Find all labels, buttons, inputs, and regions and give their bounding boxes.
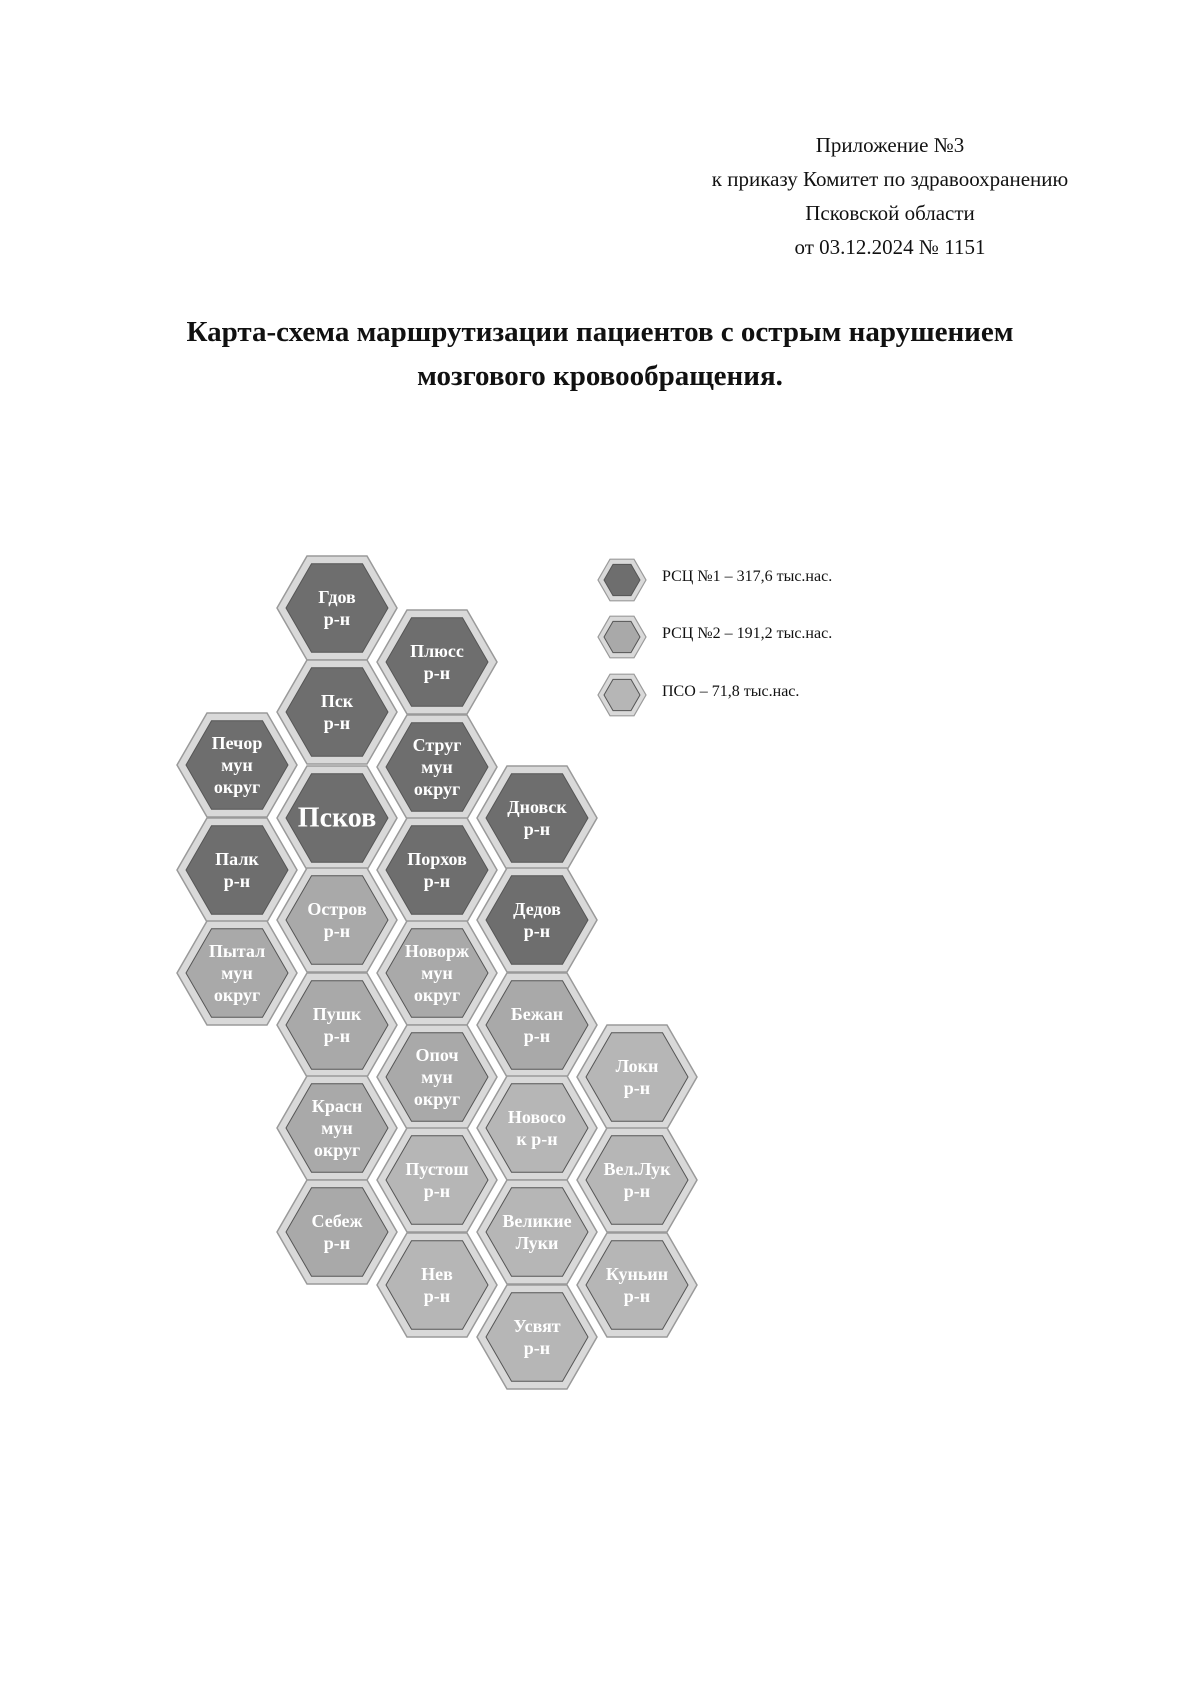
hex-district-23	[477, 1180, 597, 1284]
hex-district-16	[377, 1025, 497, 1129]
hex-district-15	[477, 973, 597, 1077]
hex-district-7	[477, 766, 597, 870]
hex-district-2-label-line-1: Плюсс	[410, 641, 464, 661]
hex-district-18-label-line-1: Красн	[311, 1096, 363, 1116]
hex-district-10-label-line-1: Остров	[307, 899, 367, 919]
hex-district-5-label-line-2: мун	[421, 757, 453, 777]
hex-district-4-label-line-1: Печор	[211, 733, 263, 753]
hex-district-17-label-line-2: р-н	[623, 1078, 651, 1098]
hex-district-16-label-line-2: мун	[421, 1067, 453, 1087]
hex-district-8-label-line-2: р-н	[223, 871, 251, 891]
legend-pso-label: ПСО – 71,8 тыс.нас.	[662, 683, 800, 700]
legend-rsc2-hex-icon	[596, 612, 648, 662]
order-date-number: от 03.12.2024 № 1151	[794, 235, 986, 259]
hex-district-16-label-line-3: округ	[413, 1089, 461, 1109]
hex-district-14-label-line-1: Пушк	[312, 1004, 362, 1024]
appendix-number: Приложение №3	[815, 133, 965, 157]
hex-district-7-label-line-1: Дновск	[507, 797, 567, 817]
hex-district-15-label-line-1: Бежан	[510, 1004, 564, 1024]
hex-district-10	[277, 868, 397, 972]
hex-district-21-label-line-2: р-н	[623, 1181, 651, 1201]
hex-district-18-label-line-2: мун	[321, 1118, 353, 1138]
hex-district-17-label-line-1: Локн	[615, 1056, 659, 1076]
hex-district-11-label-line-1: Дедов	[513, 899, 561, 919]
hex-district-18-label-line-3: округ	[313, 1140, 361, 1160]
region-name: Псковской области	[805, 201, 975, 225]
hex-district-13-label-line-1: Новорж	[404, 941, 470, 961]
hex-district-7-label-line-2: р-н	[523, 819, 551, 839]
title-line-1: Карта-схема маршрутизации пациентов с острым нарушением	[186, 316, 1014, 348]
hex-district-26-label-line-2: р-н	[523, 1338, 551, 1358]
hex-district-8	[177, 818, 297, 922]
legend-item-pso	[596, 670, 926, 720]
hex-district-3	[277, 660, 397, 764]
hex-district-3-label-line-1: Пск	[320, 691, 354, 711]
hex-district-5-label-line-3: округ	[413, 779, 461, 799]
hex-district-16-label-line-1: Опоч	[415, 1045, 459, 1065]
hex-district-1-label-line-1: Гдов	[318, 587, 356, 607]
order-reference: к приказу Комитет по здравоохранению	[711, 167, 1069, 191]
hex-district-21	[577, 1128, 697, 1232]
legend-rsc1-label: РСЦ №1 – 317,6 тыс.нас.	[662, 568, 833, 585]
hex-district-22-label-line-1: Себеж	[311, 1211, 363, 1231]
hex-district-12-label-line-3: округ	[213, 985, 261, 1005]
hex-district-8-label-line-1: Палк	[215, 849, 259, 869]
hex-district-14-label-line-2: р-н	[323, 1026, 351, 1046]
hex-district-24-label-line-2: р-н	[423, 1286, 451, 1306]
hex-district-12-label-line-2: мун	[221, 963, 253, 983]
hex-district-20-label-line-2: р-н	[423, 1181, 451, 1201]
hex-district-13-label-line-3: округ	[413, 985, 461, 1005]
title-line-2: мозгового кровообращения.	[417, 360, 783, 392]
hex-district-12-label-line-1: Пытал	[208, 941, 266, 961]
hex-district-23-label-line-2: Луки	[515, 1233, 559, 1253]
hex-district-4-label-line-2: мун	[221, 755, 253, 775]
hex-district-25-label-line-2: р-н	[623, 1286, 651, 1306]
hex-district-4	[177, 713, 297, 817]
hex-district-22-label-line-2: р-н	[323, 1233, 351, 1253]
hex-district-13	[377, 921, 497, 1025]
legend-pso-hex-icon	[596, 670, 648, 720]
hex-district-1-label-line-2: р-н	[323, 609, 351, 629]
hex-district-19-label-line-1: Новосо	[507, 1107, 567, 1127]
hex-district-9-label-line-2: р-н	[423, 871, 451, 891]
legend-rsc1-hex-icon	[596, 555, 648, 605]
hex-district-24	[377, 1233, 497, 1337]
legend-rsc2-label: РСЦ №2 – 191,2 тыс.нас.	[662, 625, 833, 642]
hex-district-6	[277, 766, 397, 870]
hex-district-11	[477, 868, 597, 972]
legend-item-rsc1	[596, 555, 926, 605]
hex-district-14	[277, 973, 397, 1077]
hex-district-3-label-line-2: р-н	[323, 713, 351, 733]
hex-district-11-label-line-2: р-н	[523, 921, 551, 941]
hex-district-21-label-line-1: Вел.Лук	[603, 1159, 671, 1179]
hex-district-10-label-line-2: р-н	[323, 921, 351, 941]
hex-district-12	[177, 921, 297, 1025]
hex-district-25-label-line-1: Куньин	[605, 1264, 669, 1284]
hex-district-20-label-line-1: Пустош	[405, 1159, 469, 1179]
hex-district-5-label-line-1: Струг	[412, 735, 462, 755]
legend-item-rsc2	[596, 612, 926, 662]
hex-district-20	[377, 1128, 497, 1232]
hex-district-26	[477, 1285, 597, 1389]
hex-district-9	[377, 818, 497, 922]
hex-district-9-label-line-1: Порхов	[407, 849, 467, 869]
hex-district-19	[477, 1076, 597, 1180]
hex-district-5	[377, 715, 497, 819]
hex-district-17	[577, 1025, 697, 1129]
hex-district-2-label-line-2: р-н	[423, 663, 451, 683]
hex-district-25	[577, 1233, 697, 1337]
hex-district-13-label-line-2: мун	[421, 963, 453, 983]
hex-district-22	[277, 1180, 397, 1284]
hex-district-6-label-line-1: Псков	[297, 802, 377, 834]
hex-district-2	[377, 610, 497, 714]
hex-district-15-label-line-2: р-н	[523, 1026, 551, 1046]
hex-district-1	[277, 556, 397, 660]
hex-district-26-label-line-1: Усвят	[513, 1316, 561, 1336]
hex-district-24-label-line-1: Нев	[421, 1264, 453, 1284]
hex-district-23-label-line-1: Великие	[502, 1211, 572, 1231]
hex-district-19-label-line-2: к р-н	[516, 1129, 558, 1149]
hex-district-18	[277, 1076, 397, 1180]
hex-district-4-label-line-3: округ	[213, 777, 261, 797]
